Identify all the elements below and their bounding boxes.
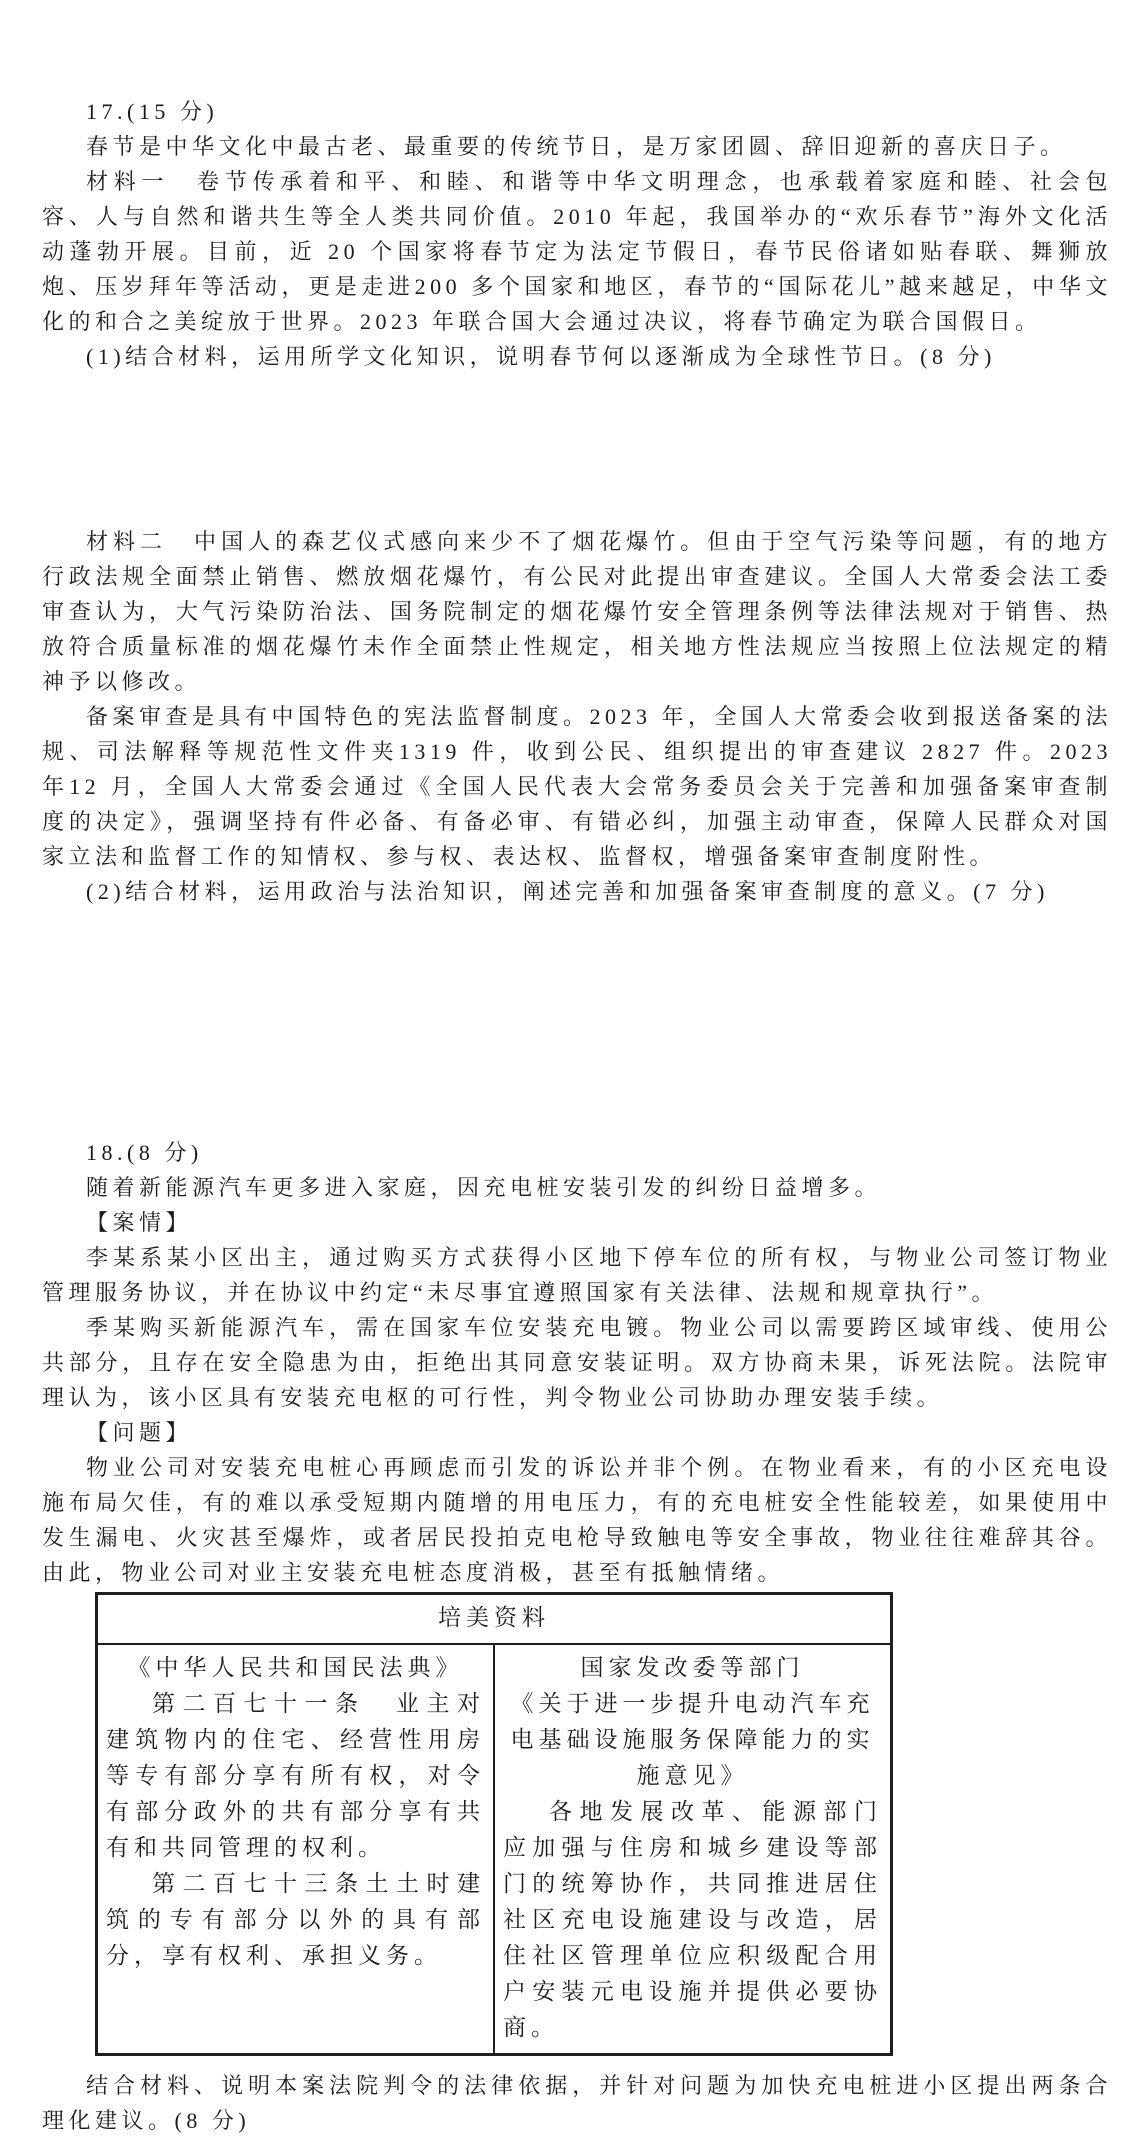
q17-subquestion-2: (2)结合材料，运用政治与法治知识，阐述完善和加强备案审查制度的意义。(7 分) [86, 879, 1049, 904]
q18-final-question: 结合材料、说明本案法院判令的法律依据，并针对问题为加快充电桩进小区提出两条合理化建议。(8 分) [42, 2073, 1112, 2133]
reference-table-body-row [97, 1644, 892, 2055]
q18-number: 18.(8 分) [86, 1140, 203, 1165]
civil-code-cell [97, 1644, 495, 2055]
ndrc-document-title: 《关于进一步提升电动汽车充电基础设施服务保障能力的实施意见》 [510, 1691, 875, 1788]
q18-case-label: 【案情】 [86, 1210, 193, 1235]
civil-code-heading: 《中华人民共和国民法典》 [127, 1655, 464, 1680]
q17-material-2: 材料二 中国人的森艺仪式感向来少不了烟花爆竹。但由于空气污染等问题，有的地方行政法规全面禁止销售、燃放烟花爆竹，有公民对此提出审查建议。全国人大常委会法工委审查认为，大气污染防治法、国务院制定的烟花爆竹安全管理条例等法律法规对于销售、热放符合质量标准的烟花爆竹未作全面禁止性规定，相关地方性法规应当按照上位法规定的精神予以修改。 [42, 529, 1112, 694]
q17-material-1: 材料一 卷节传承着和平、和睦、和谐等中华文明理念，也承载着家庭和睦、社会包容、人与自然和谐共生等全人类共同价值。2010 年起，我国举办的“欢乐春节”海外文化活动蓬勃开展。目前，近 20 个国家将春节定为法定节假日，春节民俗诸如贴春联、舞狮放炮、压岁拜年等活动，更是走进200 多个国家和地区，春节的“国际花儿”越来越足，中华文化的和合之美绽放于世界。2023 年联合国大会通过决议，将春节确定为联合国假日。 [42, 169, 1112, 334]
reference-table [95, 1592, 893, 2056]
ndrc-heading: 国家发改委等部门 [580, 1655, 805, 1680]
reference-table-title: 培美资料 [97, 1594, 892, 1645]
q18-problem-paragraph: 物业公司对安装充电桩心再顾虑而引发的诉讼并非个例。在物业看来，有的小区充电设施布局欠佳，有的难以承受短期内随增的用电压力，有的充电桩安全性能较差，如果使用中发生漏电、火灾甚至爆炸，或者居民投拍克电枪导致触电等安全事故，物业往往难辞其谷。由此，物业公司对业主安装充电桩态度消极，甚至有抵触情绪。 [42, 1455, 1112, 1585]
question-17 [42, 94, 1112, 909]
question-18 [42, 1135, 1112, 2138]
answer-space-1 [42, 374, 1112, 524]
civil-code-article-271: 第二百七十一条 业主对建筑物内的住宅、经营性用房等专有部分享有所有权，对令有部分政外的共有部分享有共有和共同管理的权利。 [106, 1691, 485, 1860]
q18-case-paragraph-1: 李某系某小区出主，通过购买方式获得小区地下停车位的所有权，与物业公司签订物业管理服务协议，并在协议中约定“未尽事宜遵照国家有关法律、法规和规章执行”。 [42, 1245, 1112, 1305]
q18-intro: 随着新能源汽车更多进入家庭，因充电桩安装引发的纠纷日益增多。 [86, 1175, 882, 1200]
ndrc-cell [494, 1644, 892, 2055]
q18-case-paragraph-2: 季某购买新能源汽车，需在国家车位安装充电镀。物业公司以需要跨区域审线、使用公共部分，且存在安全隐患为由，拒绝出其同意安装证明。双方协商未果，诉死法院。法院审理认为，该小区具有安装充电枢的可行性，判令物业公司协助办理安装手续。 [42, 1315, 1112, 1410]
q17-number: 17.(15 分) [86, 99, 219, 124]
q17-material-2b: 备案审查是具有中国特色的宪法监督制度。2023 年，全国人大常委会收到报送备案的法规、司法解释等规范性文件夹1319 件，收到公民、组织提出的审查建议 2827 件。2023 年12 月，全国人大常委会通过《全国人民代表大会常务委员会关于完善和加强备案审查制度的决定》，强调坚持有件必备、有备必审、有错必纠，加强主动审查，保障人民群众对国家立法和监督工作的知情权、参与权、表达权、监督权，增强备案审查制度附性。 [42, 704, 1113, 869]
q17-subquestion-1: (1)结合材料，运用所学文化知识，说明春节何以逐渐成为全球性节日。(8 分) [86, 344, 996, 369]
q18-problem-label: 【问题】 [86, 1420, 193, 1445]
civil-code-article-273: 第二百七十三条土土时建筑的专有部分以外的具有部分，享有权利、承担义务。 [106, 1871, 485, 1968]
answer-space-2 [42, 909, 1112, 1135]
reference-table-title-row [97, 1594, 892, 1645]
q17-intro: 春节是中华文化中最古老、最重要的传统节日，是万家团圆、辞旧迎新的喜庆日子。 [86, 134, 1067, 159]
ndrc-paragraph: 各地发展改革、能源部门应加强与住房和城乡建设等部门的统筹协作，共同推进居住社区充电设施建设与改造，居住社区管理单位应积级配合用户安装元电设施并提供必要协商。 [503, 1799, 882, 2040]
